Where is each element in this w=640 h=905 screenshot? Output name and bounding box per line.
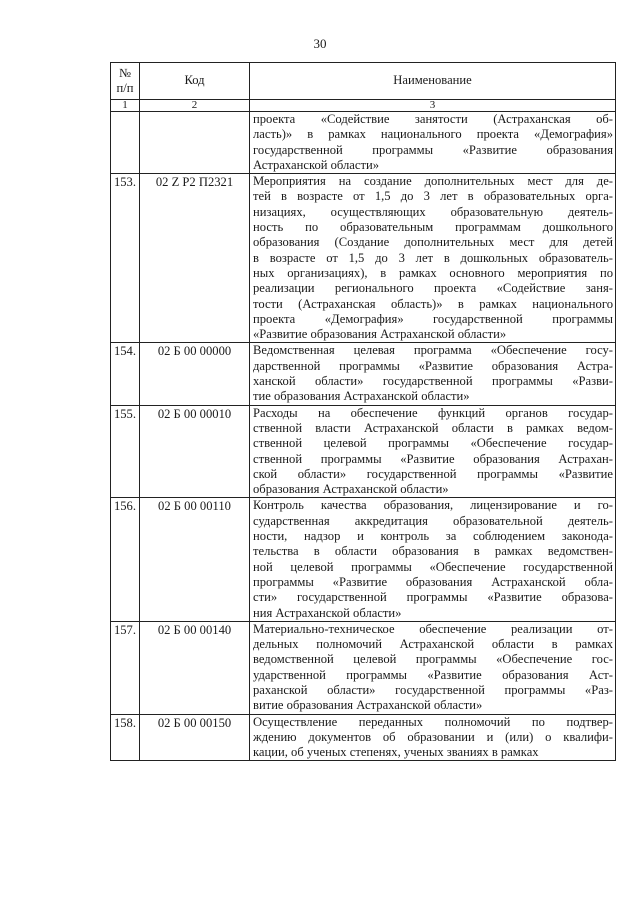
row-name <box>250 621 616 714</box>
table-row <box>111 498 616 621</box>
row-code <box>140 112 250 174</box>
row-name-line: ных организациях), в рамках основного мероприятия по <box>253 265 613 280</box>
row-name-line: Ведомственная целевая программа «Обеспечение госу- <box>253 343 613 358</box>
row-name-line: низациях, осуществляющих образовательную деятель- <box>253 204 613 219</box>
row-name-line: ханской области» государственной программы «Разви- <box>253 374 613 389</box>
row-name-line: Расходы на обеспечение функций органов государ- <box>253 405 613 420</box>
row-name-line: проекта «Содействие занятости (Астраханская об- <box>253 112 613 126</box>
table-row <box>111 343 616 405</box>
budget-codes-table <box>110 62 616 761</box>
table-row <box>111 112 616 174</box>
row-name-line: ласть)» в рамках национального проекта «Демография» <box>253 127 613 142</box>
row-name-line: тельства в области образования в рамках ведомствен- <box>253 544 613 559</box>
row-name-line: Материально-техническое обеспечение реализации от- <box>253 621 613 636</box>
row-name-line: проекта «Демография» государственной программы <box>253 311 613 326</box>
row-name-line: ждению документов об образовании и (или) о квалифи- <box>253 729 613 744</box>
row-name-line: тей в возрасте от 1,5 до 3 лет в образовательных орга- <box>253 189 613 204</box>
row-name-line: Астраханской области» <box>253 157 380 172</box>
row-number: 158. <box>111 714 140 761</box>
header-number <box>111 63 140 100</box>
row-name-line: государственной программы «Развитие образования <box>253 142 613 157</box>
column-index: 3 <box>250 100 616 112</box>
row-code: 02 Б 00 00150 <box>140 714 250 761</box>
row-name-line: ударственной программы «Развитие образования Аст- <box>253 667 613 682</box>
row-name-line: сударственная аккредитация образовательной деятель- <box>253 513 613 528</box>
row-number <box>111 112 140 174</box>
row-name-line: раханской области» государственной программы «Раз- <box>253 682 613 697</box>
row-name-line: сти» государственной программы «Развитие образова- <box>253 590 613 605</box>
row-name-line: ственной программы «Развитие образования Астрахан- <box>253 451 613 466</box>
table-row <box>111 621 616 714</box>
row-name <box>250 343 616 405</box>
table-header-row <box>111 63 616 100</box>
row-number: 154. <box>111 343 140 405</box>
row-name-line: ность по образовательным программам дошкольного <box>253 220 613 235</box>
page-number: 30 <box>313 36 327 51</box>
row-name-line: программы «Развитие образования Астраханской обла- <box>253 574 613 589</box>
row-code: 02 Б 00 00140 <box>140 621 250 714</box>
row-number: 156. <box>111 498 140 621</box>
row-name <box>250 498 616 621</box>
row-name-line: ведомственной целевой программы «Обеспечение гос- <box>253 652 613 667</box>
header-number-symbol: № <box>118 66 132 80</box>
column-index: 2 <box>140 100 250 112</box>
row-name-line: ности, надзор и контроль за соблюдением законода- <box>253 529 613 544</box>
row-name-line: витие образования Астраханской области» <box>253 698 483 713</box>
row-name-line: «Развитие образования Астраханской области» <box>253 327 507 342</box>
row-code: 02 Б 00 00110 <box>140 498 250 621</box>
column-index: 1 <box>111 100 140 112</box>
header-code: Код <box>140 63 250 100</box>
row-name-line: ственной целевой программы «Обеспечение государ- <box>253 436 613 451</box>
row-name-line: тости (Астраханская область)» в рамках национального <box>253 296 613 311</box>
row-name-line: ской области» государственной программы «Развитие <box>253 466 613 481</box>
row-name-line: тие образования Астраханской области» <box>253 389 470 404</box>
column-index-row <box>111 100 616 112</box>
row-name <box>250 714 616 761</box>
row-name <box>250 174 616 343</box>
row-name-line: дарственной программы «Развитие образования Астра- <box>253 358 613 373</box>
row-number: 153. <box>111 174 140 343</box>
row-name-line: ния Астраханской области» <box>253 605 402 620</box>
row-number: 157. <box>111 621 140 714</box>
row-code: 02 Б 00 00010 <box>140 405 250 498</box>
row-name-line: образования (Создание дополнительных мест для детей <box>253 235 613 250</box>
row-code: 02 Z P2 П2321 <box>140 174 250 343</box>
row-name-line: Контроль качества образования, лицензирование и го- <box>253 498 613 513</box>
row-name <box>250 112 616 174</box>
row-name <box>250 405 616 498</box>
row-name-line: дельных полномочий Астраханской области в рамках <box>253 637 613 652</box>
row-name-line: ственной власти Астраханской области в рамках ведом- <box>253 420 613 435</box>
row-code: 02 Б 00 00000 <box>140 343 250 405</box>
row-name-line: Мероприятия на создание дополнительных мест для де- <box>253 174 613 189</box>
header-name: Наименование <box>250 63 616 100</box>
table-row <box>111 714 616 761</box>
table-row <box>111 174 616 343</box>
row-name-line: Осуществление переданных полномочий по подтвер- <box>253 714 613 729</box>
row-name-line: реализации регионального проекта «Содействие заня- <box>253 281 613 296</box>
row-name-line: в возрасте от 1,5 до 3 лет в дошкольных образователь- <box>253 250 613 265</box>
table-row <box>111 405 616 498</box>
row-name-line: образования Астраханской области» <box>253 482 449 497</box>
row-number: 155. <box>111 405 140 498</box>
table-body <box>111 112 616 761</box>
header-number-label: п/п <box>116 81 134 95</box>
row-name-line: ной целевой программы «Обеспечение государственной <box>253 559 613 574</box>
row-name-line: кации, об ученых степенях, ученых званиях в рамках <box>253 745 539 760</box>
